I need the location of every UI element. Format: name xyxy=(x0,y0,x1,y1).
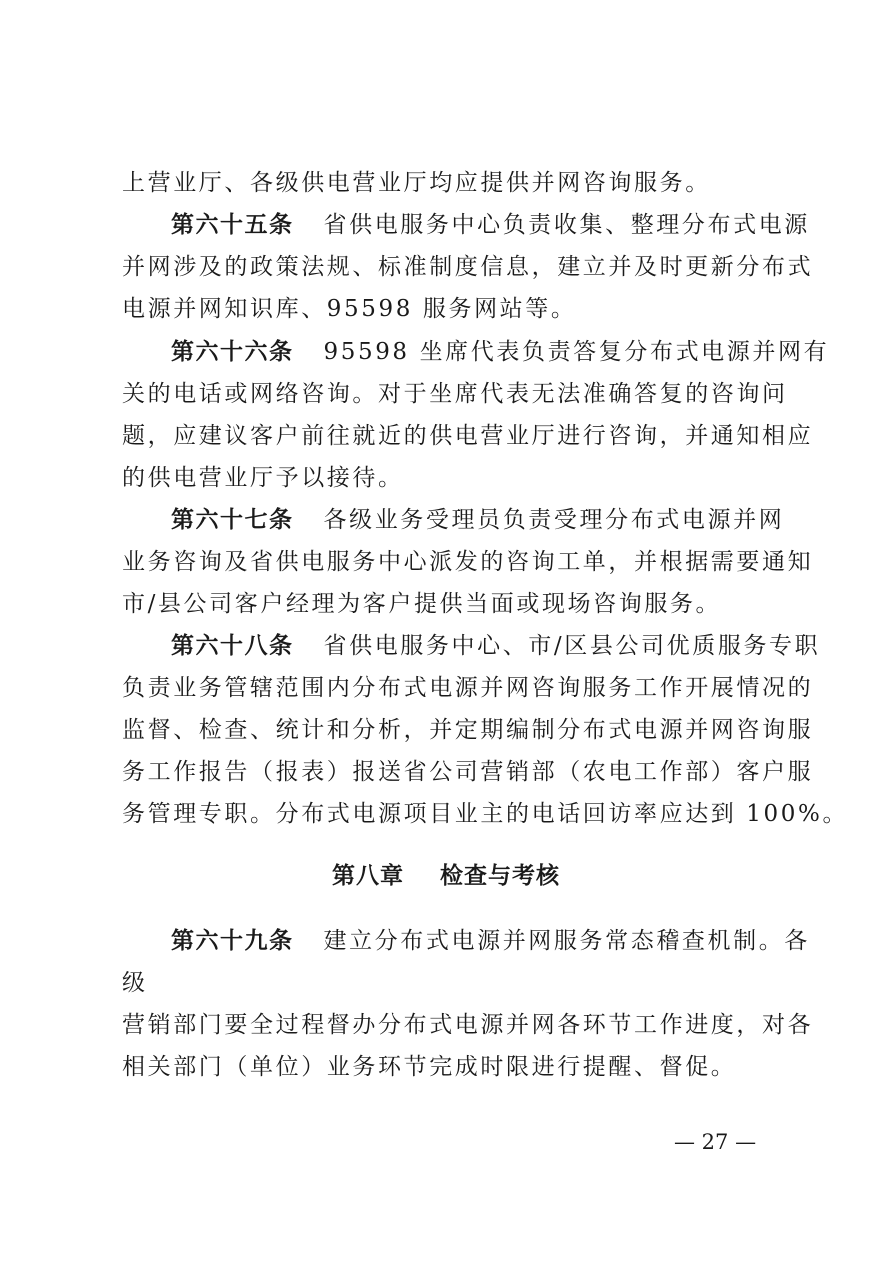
text-line: 题，应建议客户前往就近的供电营业厅进行咨询，并通知相应 xyxy=(122,423,814,449)
text-line: 务管理专职。分布式电源项目业主的电话回访率应达到 100%。 xyxy=(122,801,849,827)
text-line: 市/县公司客户经理为客户提供当面或现场咨询服务。 xyxy=(122,591,722,617)
text-line: 务工作报告（报表）报送省公司营销部（农电工作部）客户服 xyxy=(122,759,814,785)
text-line: 各级业务受理员负责受理分布式电源并网 xyxy=(323,507,785,533)
chapter-heading xyxy=(0,861,892,891)
text-line: 省供电服务中心负责收集、整理分布式电源 xyxy=(323,212,810,238)
article-number: 第六十六条 xyxy=(171,339,294,365)
paragraph-first-line xyxy=(171,631,820,661)
text-line: 关的电话或网络咨询。对于坐席代表无法准确答复的咨询问 xyxy=(122,381,788,407)
article-number: 第六十八条 xyxy=(171,633,294,659)
text-line: 监督、检查、统计和分析，并定期编制分布式电源并网咨询服 xyxy=(122,717,814,743)
text-line: 上营业厅、各级供电营业厅均应提供并网咨询服务。 xyxy=(122,170,711,196)
paragraph-first-line xyxy=(171,337,829,367)
text-line: 95598 坐席代表负责答复分布式电源并网有 xyxy=(323,339,830,365)
article-number: 第六十七条 xyxy=(171,507,294,533)
text-line: 的供电营业厅予以接待。 xyxy=(122,465,404,491)
article-number: 第六十五条 xyxy=(171,212,294,238)
text-line: 营销部门要全过程督办分布式电源并网各环节工作进度，对各 xyxy=(122,1012,814,1038)
text-line: 相关部门（单位）业务环节完成时限进行提醒、督促。 xyxy=(122,1054,737,1080)
text-line: 负责业务管辖范围内分布式电源并网咨询服务工作开展情况的 xyxy=(122,675,814,701)
text-line: 级 xyxy=(122,970,148,996)
text-line: 电源并网知识库、95598 服务网站等。 xyxy=(122,296,577,322)
text-line: 省供电服务中心、市/区县公司优质服务专职 xyxy=(323,633,821,659)
text-line: 并网涉及的政策法规、标准制度信息，建立并及时更新分布式 xyxy=(122,254,814,280)
paragraph-first-line xyxy=(171,505,784,535)
chapter-number: 第八章 xyxy=(332,863,404,889)
article-number: 第六十九条 xyxy=(171,928,294,954)
paragraph-first-line xyxy=(171,210,810,240)
text-line: 建立分布式电源并网服务常态稽查机制。各 xyxy=(323,928,810,954)
text-line: 业务咨询及省供电服务中心派发的咨询工单，并根据需要通知 xyxy=(122,549,814,575)
chapter-title: 检查与考核 xyxy=(440,863,560,889)
paragraph-first-line xyxy=(171,926,810,956)
page-number: — 27 — xyxy=(674,1130,757,1154)
